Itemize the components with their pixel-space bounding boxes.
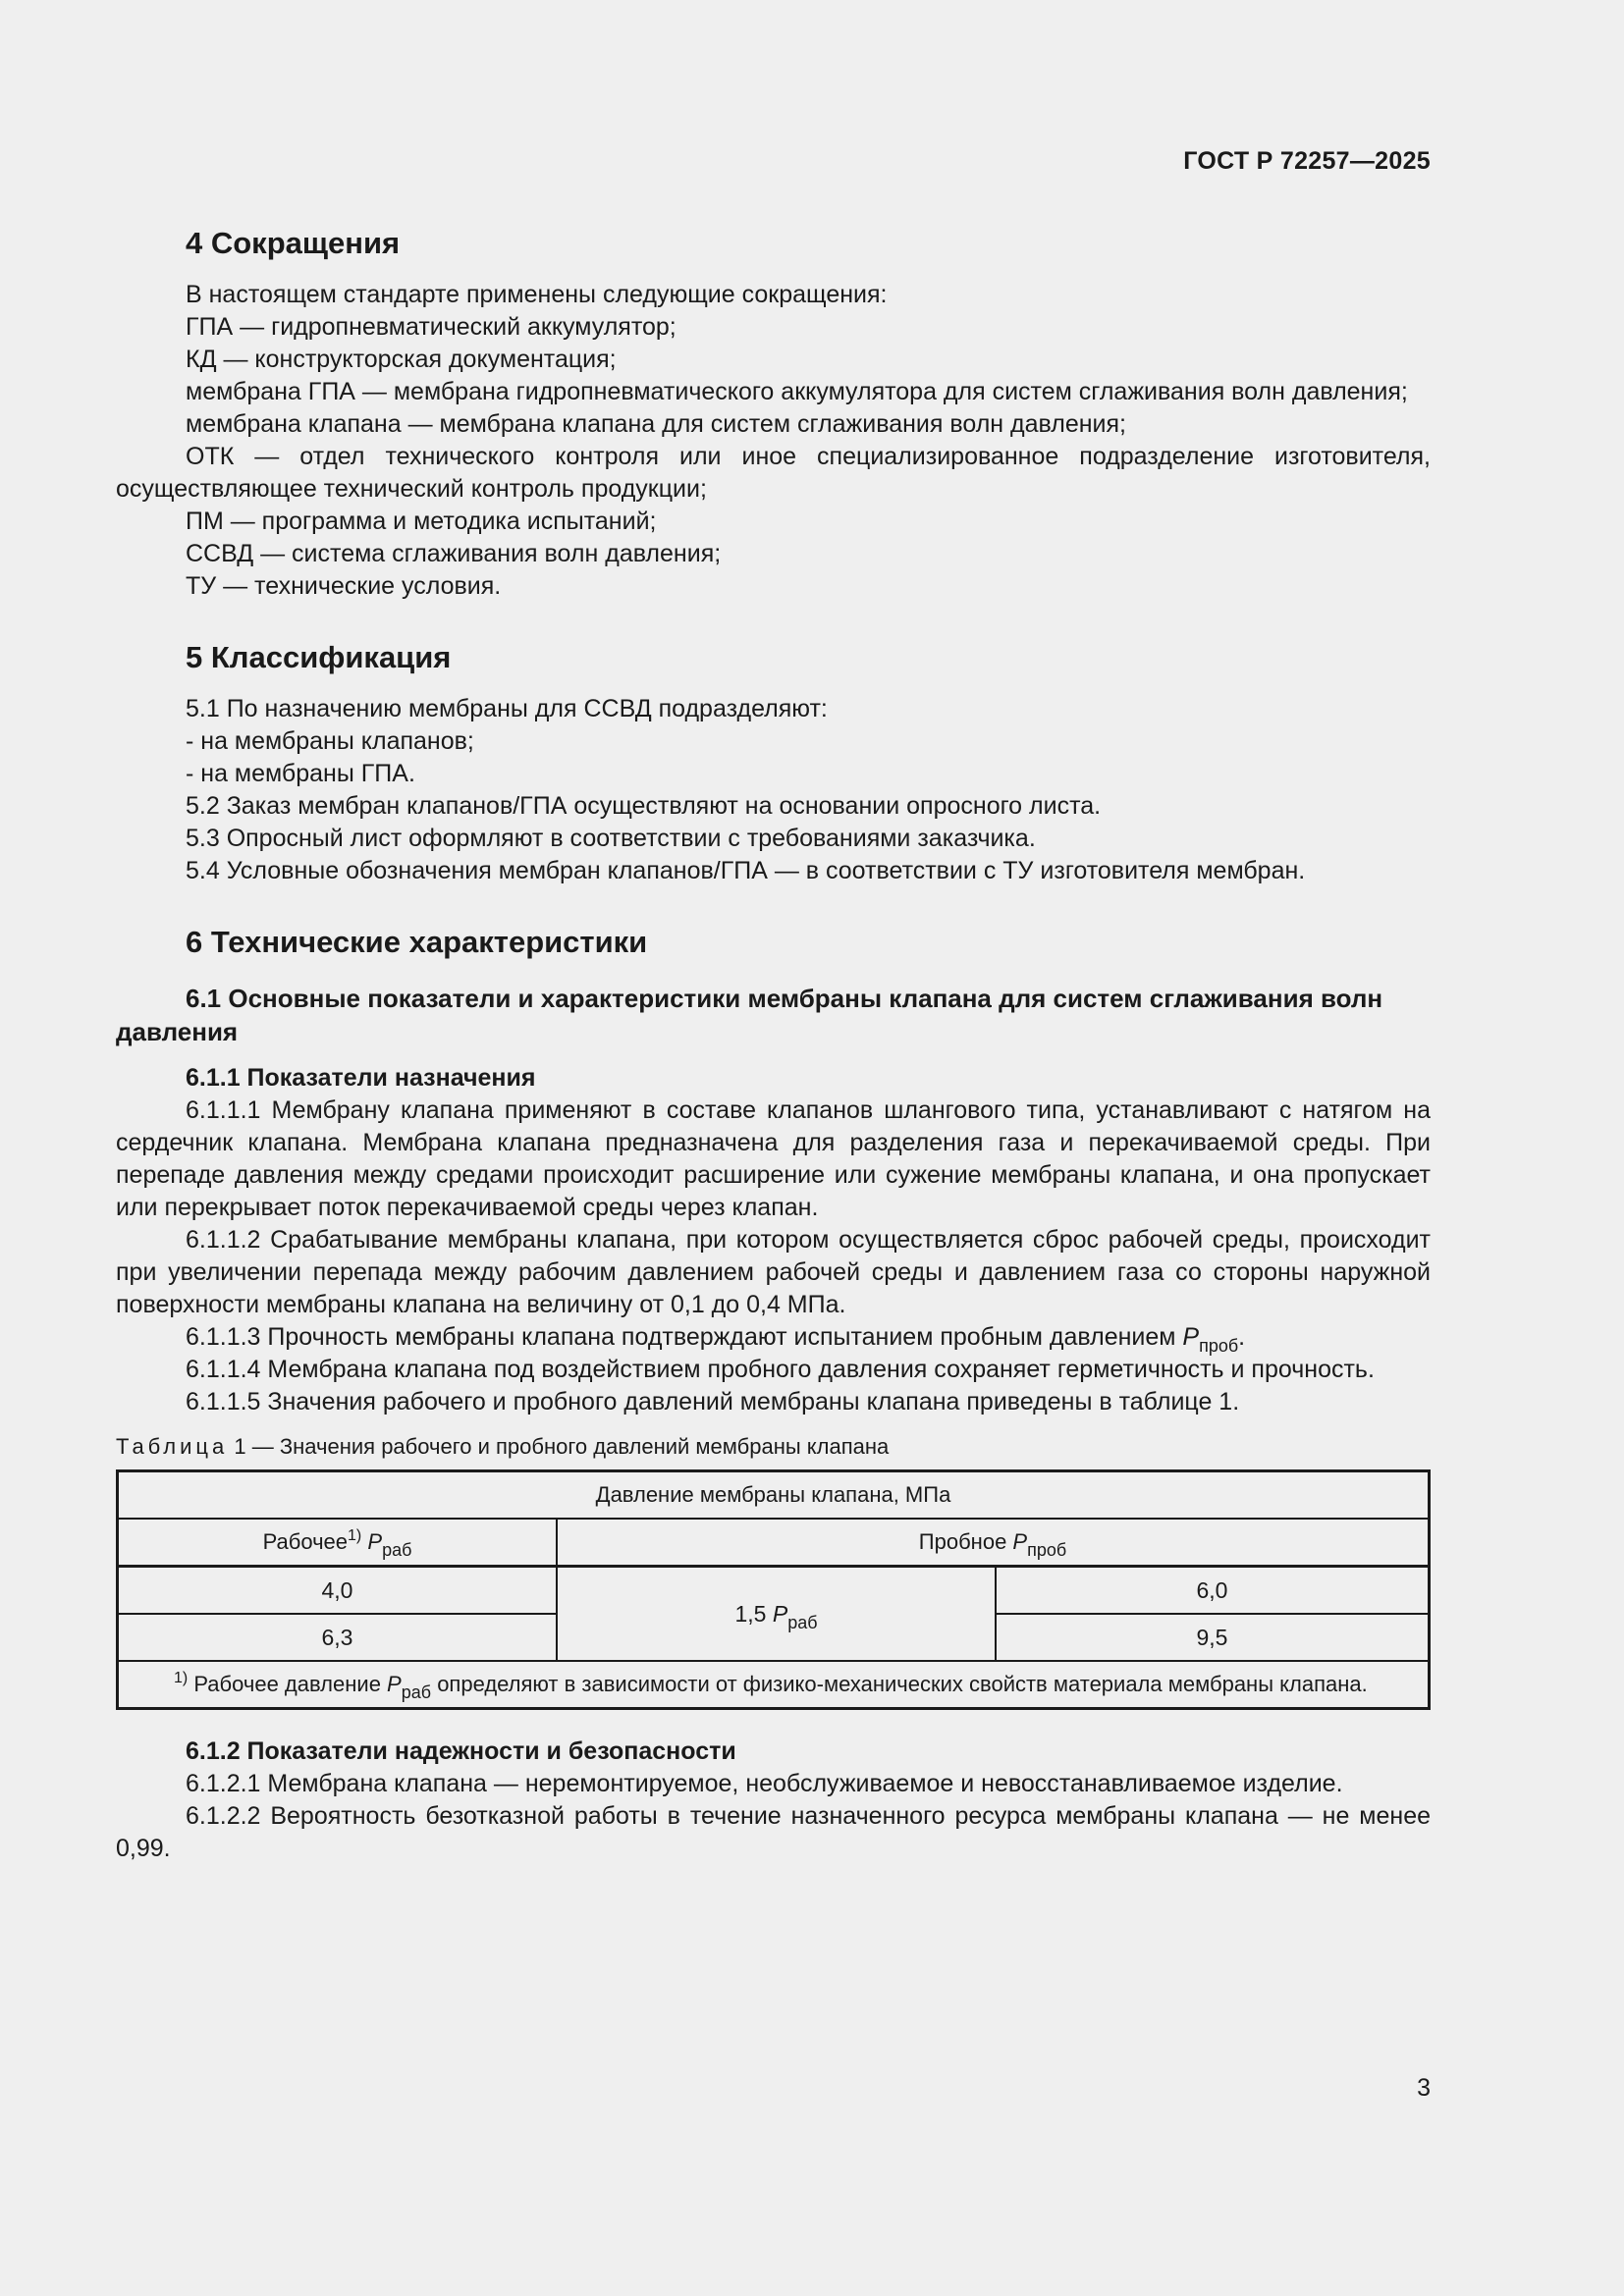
cell-working: 4,0	[118, 1567, 558, 1615]
subscript: раб	[382, 1540, 412, 1560]
footnote-text: определяют в зависимости от физико-механических свойств материала мембраны клапана.	[431, 1672, 1368, 1696]
footnote-text: Рабочее давление	[188, 1672, 388, 1696]
paragraph-6-1-1-2: 6.1.1.2 Срабатывание мембраны клапана, при котором осуществляется сброс рабочей среды, происходит при увеличении перепада между рабочим давлением рабочей среды и давлением газа со стороны наружной поверхности мембраны клапана на величину от 0,1 до 0,4 МПа.	[116, 1226, 1431, 1318]
abbr-item: ГПА — гидропневматический аккумулятор;	[186, 313, 677, 341]
section-5-title: 5 Классификация	[186, 640, 452, 674]
standard-code: ГОСТ Р 72257—2025	[1183, 147, 1431, 175]
footnote-marker: 1)	[174, 1670, 189, 1686]
page-number: 3	[1417, 2074, 1431, 2102]
table-footnote	[118, 1661, 1430, 1709]
abbr-item: ПМ — программа и методика испытаний;	[186, 507, 657, 535]
period: .	[1238, 1323, 1246, 1351]
paragraph-6-1-1-4: 6.1.1.4 Мембрана клапана под воздействием пробного давления сохраняет герметичность и прочность.	[186, 1356, 1375, 1383]
symbol-p: P	[387, 1672, 402, 1696]
formula-coefficient: 1,5	[734, 1601, 773, 1627]
classification-line: - на мембраны клапанов;	[186, 727, 474, 755]
subsection-6-1-title: 6.1 Основные показатели и характеристики мембраны клапана для систем сглаживания волн давления	[116, 984, 1383, 1046]
abbr-item: ССВД — система сглаживания волн давления;	[186, 540, 722, 567]
abbr-item: КД — конструкторская документация;	[186, 346, 617, 373]
table-header-working	[118, 1519, 558, 1567]
header-label: Пробное	[918, 1529, 1013, 1554]
cell-test: 9,5	[996, 1614, 1430, 1661]
abbr-item: ОТК — отдел технического контроля или иное специализированное подразделение изготовителя, осуществляющее технический контроль продукции;	[116, 443, 1431, 503]
symbol-p: P	[367, 1529, 383, 1554]
caption-prefix: Таблица	[116, 1434, 229, 1459]
table-header-test	[557, 1519, 1430, 1567]
paragraph-6-1-1-3	[116, 1321, 1431, 1354]
symbol-p: P	[1182, 1323, 1200, 1351]
abbr-item: ТУ — технические условия.	[186, 572, 502, 600]
symbol-p: P	[1012, 1529, 1028, 1554]
abbr-item: мембрана ГПА — мембрана гидропневматического аккумулятора для систем сглаживания волн давления;	[186, 378, 1408, 405]
paragraph-6-1-2-1: 6.1.2.1 Мембрана клапана — неремонтируемое, необслуживаемое и невосстанавливаемое изделие.	[186, 1770, 1343, 1797]
table-1	[116, 1469, 1431, 1710]
paragraph-text: 6.1.1.3 Прочность мембраны клапана подтверждают испытанием пробным давлением	[186, 1323, 1183, 1351]
subscript: раб	[787, 1613, 818, 1632]
subsection-6-1-2-title: 6.1.2 Показатели надежности и безопасности	[186, 1737, 736, 1765]
abbr-item: мембрана клапана — мембрана клапана для систем сглаживания волн давления;	[186, 410, 1126, 438]
section-6-title: 6 Технические характеристики	[186, 925, 648, 959]
cell-test-formula	[557, 1567, 996, 1662]
table-1-caption	[116, 1432, 1431, 1462]
symbol-p: P	[772, 1601, 788, 1627]
classification-line: 5.1 По назначению мембраны для ССВД подразделяют:	[186, 695, 828, 722]
table-header-main: Давление мембраны клапана, МПа	[118, 1471, 1430, 1520]
subscript: проб	[1199, 1336, 1239, 1356]
subsection-6-1-1-title: 6.1.1 Показатели назначения	[186, 1064, 536, 1092]
caption-text: 1 — Значения рабочего и пробного давлений мембраны клапана	[228, 1434, 890, 1459]
section-4-title: 4 Сокращения	[186, 226, 401, 260]
header-label: Рабочее	[262, 1529, 349, 1554]
cell-working: 6,3	[118, 1614, 558, 1661]
classification-line: 5.4 Условные обозначения мембран клапанов/ГПА — в соответствии с ТУ изготовителя мембран.	[186, 857, 1306, 884]
classification-line: 5.2 Заказ мембран клапанов/ГПА осуществляют на основании опросного листа.	[186, 792, 1102, 820]
page-content	[116, 224, 1431, 1865]
classification-line: 5.3 Опросный лист оформляют в соответствии с требованиями заказчика.	[186, 825, 1036, 852]
subscript: раб	[401, 1682, 432, 1702]
section-4-intro: В настоящем стандарте применены следующие сокращения:	[186, 281, 888, 308]
paragraph-6-1-1-5: 6.1.1.5 Значения рабочего и пробного давлений мембраны клапана приведены в таблице 1.	[186, 1388, 1240, 1415]
table-row	[118, 1567, 1430, 1615]
footnote-ref: 1)	[348, 1527, 362, 1544]
cell-test: 6,0	[996, 1567, 1430, 1615]
classification-line: - на мембраны ГПА.	[186, 760, 415, 787]
paragraph-6-1-1-1: 6.1.1.1 Мембрану клапана применяют в составе клапанов шлангового типа, устанавливают с натягом на сердечник клапана. Мембрана клапана предназначена для разделения газа и перекачиваемой среды. При перепаде давления между средами происходит расширение или сужение мембраны клапана, и она пропускает или перекрывает поток перекачиваемой среды через клапан.	[116, 1096, 1431, 1221]
paragraph-6-1-2-2: 6.1.2.2 Вероятность безотказной работы в течение назначенного ресурса мембраны клапана — не менее 0,99.	[116, 1802, 1431, 1862]
subscript: проб	[1027, 1540, 1067, 1560]
